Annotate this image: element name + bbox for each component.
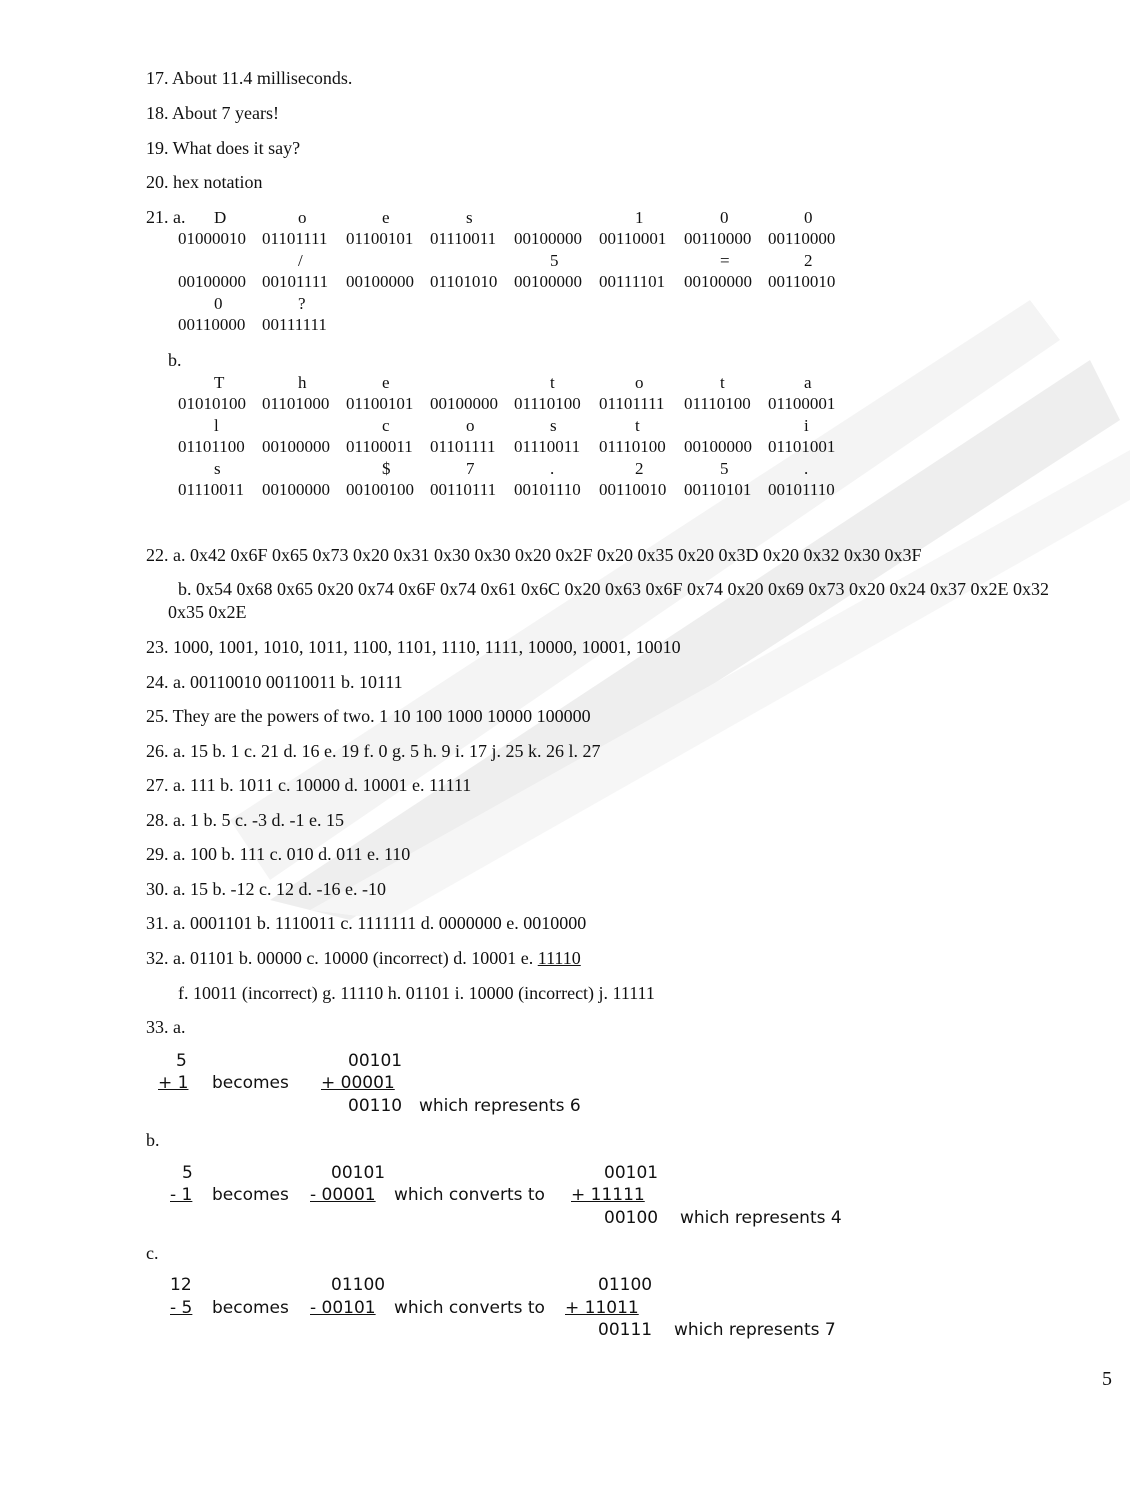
binary-byte: 01101100	[178, 437, 245, 456]
binary-byte: 01010100	[178, 394, 246, 413]
binary-byte: 00111111	[262, 315, 327, 334]
converts-text: which converts to	[394, 1298, 545, 1318]
answer-30: 30. a. 15 b. -12 c. 12 d. -16 e. -10	[146, 879, 386, 899]
binary-byte: 01100101	[346, 394, 414, 413]
ascii-char: .	[804, 459, 809, 478]
complement-bottom: + 11011	[565, 1298, 639, 1318]
answer-20: 20. hex notation	[146, 172, 263, 192]
ascii-char: s	[214, 459, 221, 478]
binary-byte: 00100000	[346, 272, 414, 291]
answer-23: 23. 1000, 1001, 1010, 1011, 1100, 1101, 1110, 1111, 10000, 10001, 10010	[146, 637, 681, 657]
ascii-char: 7	[466, 459, 475, 478]
complement-top: 00101	[604, 1163, 659, 1183]
answer-21b-label: b.	[168, 350, 182, 370]
answer-25: 25. They are the powers of two. 1 10 100 1000 10000 100000	[146, 706, 591, 726]
binary-byte: 01110100	[514, 394, 581, 413]
ascii-char: 2	[804, 251, 813, 270]
ascii-char: /	[298, 251, 303, 270]
binary-byte: 01101111	[430, 437, 496, 456]
binary-byte: 01110011	[514, 437, 581, 456]
operand-top: 5	[182, 1163, 193, 1183]
answer-17: 17. About 11.4 milliseconds.	[146, 68, 353, 88]
answer-21a-label: 21. a.	[146, 207, 186, 227]
binary-bottom: - 00001	[310, 1185, 376, 1205]
ascii-char: 0	[804, 208, 813, 227]
binary-result: 00110	[348, 1096, 403, 1116]
binary-top: 01100	[331, 1275, 386, 1295]
ascii-char: t	[635, 416, 640, 435]
answer-22b-line1: b. 0x54 0x68 0x65 0x20 0x74 0x6F 0x74 0x61 0x6C 0x20 0x63 0x6F 0x74 0x20 0x69 0x73 0x20 0x24 0x37 0x2E 0x32	[178, 579, 1050, 599]
answer-22b-line2: 0x35 0x2E	[168, 602, 247, 622]
answer-32-part: 32. a. 01101 b. 00000 c. 10000 (incorrect) d. 10001 e.	[146, 948, 538, 968]
ascii-char: D	[214, 208, 227, 227]
binary-byte: 01110011	[178, 480, 245, 499]
answer-29: 29. a. 100 b. 111 c. 010 d. 011 e. 110	[146, 844, 411, 864]
binary-byte: 00100000	[514, 272, 582, 291]
operand-bottom: + 1	[158, 1073, 189, 1093]
binary-result: 00111	[598, 1320, 653, 1340]
binary-bottom: + 00001	[321, 1073, 395, 1093]
binary-byte: 01101000	[262, 394, 330, 413]
binary-byte: 00110010	[768, 272, 836, 291]
ascii-char: ?	[298, 294, 306, 313]
answer-32e-underlined: 11110	[537, 948, 581, 968]
binary-byte: 01101010	[430, 272, 498, 291]
ascii-char: t	[720, 373, 725, 392]
ascii-char: 0	[214, 294, 223, 313]
complement-top: 01100	[598, 1275, 653, 1295]
answer-33a-label: 33. a.	[146, 1017, 186, 1037]
ascii-char: 2	[635, 459, 644, 478]
watermark-brush-stroke	[230, 300, 1130, 920]
represents-text: which represents 4	[680, 1208, 842, 1228]
binary-byte: 00110010	[599, 480, 667, 499]
ascii-char: o	[466, 416, 475, 435]
ascii-char: o	[298, 208, 307, 227]
ascii-char: 5	[720, 459, 729, 478]
binary-byte: 00100000	[262, 437, 330, 456]
answer-27: 27. a. 111 b. 1011 c. 10000 d. 10001 e. 11111	[146, 775, 472, 795]
binary-bottom: - 00101	[310, 1298, 376, 1318]
binary-byte: 00100000	[430, 394, 498, 413]
answer-33c-label: c.	[146, 1243, 159, 1263]
binary-byte: 01110100	[684, 394, 751, 413]
binary-byte: 00110111	[430, 480, 497, 499]
binary-byte: 01100101	[346, 229, 414, 248]
represents-text: which represents 6	[419, 1096, 581, 1116]
binary-byte: 00110000	[178, 315, 246, 334]
ascii-char: s	[550, 416, 557, 435]
becomes-text: becomes	[212, 1073, 289, 1093]
ascii-char: 1	[635, 208, 644, 227]
binary-byte: 00101110	[768, 480, 835, 499]
binary-byte: 00110001	[599, 229, 667, 248]
ascii-char: c	[382, 416, 390, 435]
binary-byte: 01101001	[768, 437, 836, 456]
ascii-char: i	[804, 416, 809, 435]
binary-byte: 00111101	[599, 272, 666, 291]
answer-32-line1	[146, 947, 581, 969]
ascii-char: 0	[720, 208, 729, 227]
becomes-text: becomes	[212, 1185, 289, 1205]
becomes-text: becomes	[212, 1298, 289, 1318]
binary-byte: 00100000	[684, 272, 752, 291]
binary-byte: 01110100	[599, 437, 666, 456]
binary-byte: 00101111	[262, 272, 329, 291]
binary-byte: 01100011	[346, 437, 413, 456]
ascii-char: h	[298, 373, 307, 392]
ascii-char: $	[382, 459, 391, 478]
operand-top: 5	[176, 1051, 187, 1071]
binary-byte: 01000010	[178, 229, 246, 248]
ascii-char: a	[804, 373, 812, 392]
binary-top: 00101	[348, 1051, 403, 1071]
complement-bottom: + 11111	[571, 1185, 645, 1205]
operand-bottom: - 5	[170, 1298, 193, 1318]
operand-bottom: - 1	[170, 1185, 193, 1205]
ascii-char: T	[214, 373, 225, 392]
page-number: 5	[1102, 1368, 1112, 1390]
answer-28: 28. a. 1 b. 5 c. -3 d. -1 e. 15	[146, 810, 344, 830]
binary-result: 00100	[604, 1208, 659, 1228]
answer-31: 31. a. 0001101 b. 1110011 c. 1111111 d. 0000000 e. 0010000	[146, 913, 587, 933]
ascii-char: t	[550, 373, 555, 392]
ascii-char: l	[214, 416, 219, 435]
binary-top: 00101	[331, 1163, 386, 1183]
ascii-char: 5	[550, 251, 559, 270]
answer-33b-label: b.	[146, 1130, 160, 1150]
ascii-char: e	[382, 373, 390, 392]
answer-19: 19. What does it say?	[146, 138, 301, 158]
binary-byte: 00100000	[684, 437, 752, 456]
binary-byte: 00110000	[684, 229, 752, 248]
answer-26: 26. a. 15 b. 1 c. 21 d. 16 e. 19 f. 0 g. 5 h. 9 i. 17 j. 25 k. 26 l. 27	[146, 741, 601, 761]
binary-byte: 01110011	[430, 229, 497, 248]
answer-24: 24. a. 00110010 00110011 b. 10111	[146, 672, 403, 692]
answer-32-line2: f. 10011 (incorrect) g. 11110 h. 01101 i. 10000 (incorrect) j. 11111	[178, 983, 655, 1003]
binary-byte: 01101111	[599, 394, 665, 413]
ascii-char: =	[720, 251, 730, 270]
binary-byte: 00101110	[514, 480, 581, 499]
binary-byte: 00100000	[262, 480, 330, 499]
ascii-char: o	[635, 373, 644, 392]
answer-22a: 22. a. 0x42 0x6F 0x65 0x73 0x20 0x31 0x30 0x30 0x20 0x2F 0x20 0x35 0x20 0x3D 0x20 0x32 0x30 0x3F	[146, 545, 922, 565]
binary-byte: 00110101	[684, 480, 752, 499]
ascii-char: s	[466, 208, 473, 227]
binary-byte: 00100000	[178, 272, 246, 291]
ascii-char: .	[550, 459, 555, 478]
converts-text: which converts to	[394, 1185, 545, 1205]
represents-text: which represents 7	[674, 1320, 836, 1340]
binary-byte: 00100100	[346, 480, 414, 499]
binary-byte: 01101111	[262, 229, 328, 248]
binary-byte: 00110000	[768, 229, 836, 248]
binary-byte: 00100000	[514, 229, 582, 248]
ascii-char: e	[382, 208, 390, 227]
operand-top: 12	[170, 1275, 192, 1295]
binary-byte: 01100001	[768, 394, 836, 413]
answer-18: 18. About 7 years!	[146, 103, 279, 123]
